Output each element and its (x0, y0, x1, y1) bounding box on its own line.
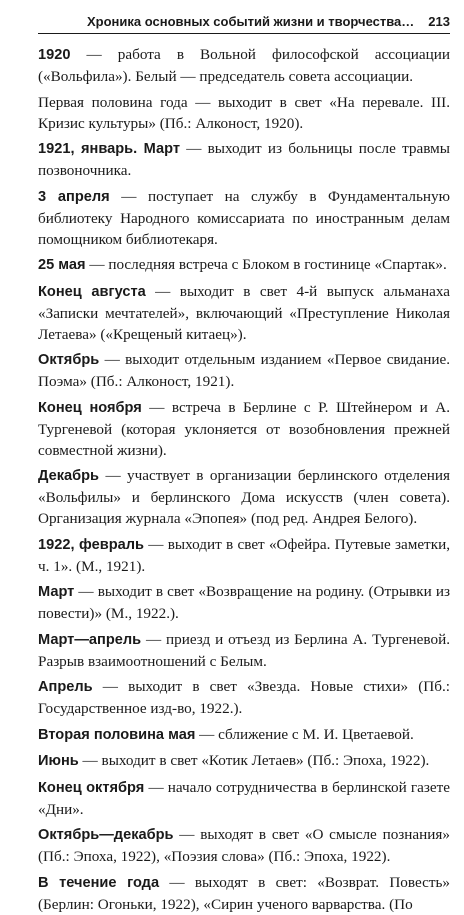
entry-text: — участвует в организации берлинского отделения «Вольфилы» и берлинского Дома искусств (член совета). Организация журнала «Эпопея» (под ред. Андрея Белого). (38, 467, 450, 527)
entry-date: В течение года (38, 874, 160, 891)
chronicle-entry (38, 872, 450, 915)
entry-date: Октябрь (38, 352, 100, 368)
entry-date: Конец октября (38, 779, 145, 796)
entry-text: — последняя встреча с Блоком в гостинице «Спартак». (85, 256, 447, 273)
entry-text: — начало сотрудничества в берлинской газете «Дни». (38, 778, 450, 818)
entry-text: — работа в Вольной философской ассоциации («Вольфила»). Белый — председатель совета ассоциации. (38, 46, 450, 85)
entry-date: Апрель (38, 679, 93, 695)
entry-date: Октябрь—декабрь (38, 827, 174, 843)
entry-date: Март—апрель (38, 631, 142, 648)
chronicle-entry (38, 581, 450, 624)
entry-date: 25 мая (38, 257, 86, 273)
running-header (38, 14, 450, 34)
running-header-title: Хроника основных событий жизни и творчества… (86, 14, 415, 29)
chronicle-entry (38, 44, 450, 87)
entry-date: Конец ноября (38, 399, 142, 416)
entry-date: 1922, февраль (38, 536, 144, 553)
chronicle-entry (38, 138, 450, 181)
chronicle-entry (38, 92, 450, 134)
entry-text: — выходит в свет «Возвращение на родину. (Отрывки из повести)» (М., 1922.). (38, 583, 450, 622)
chronicle-entry (38, 281, 450, 345)
entry-text: — поступает на службу в Фундаментальную библиотеку Народного комиссариата по иностранным делам помощником библиотекаря. (38, 187, 450, 248)
entry-text: — выходят в свет: «Возврат. Повесть» (Берлин: Огоньки, 1922), «Сирин ученого варварства. (По (38, 873, 450, 913)
chronicle-entry (38, 676, 450, 719)
entry-date: 3 апреля (38, 188, 110, 205)
chronicle-entry (38, 254, 450, 276)
entry-date: Декабрь (38, 468, 100, 484)
entry-text: — выходит в свет «Офейра. Путевые заметки, ч. 1». (М., 1921). (38, 535, 451, 575)
chronicle-entry (38, 750, 450, 772)
chronicle-entry (38, 397, 450, 461)
chronicle-entry (38, 824, 450, 867)
chronicle-entry (38, 186, 450, 250)
entry-date: Конец августа (38, 283, 146, 300)
entry-date: Июнь (38, 753, 79, 769)
chronicle-entry (38, 534, 450, 577)
chronicle-entry (38, 724, 450, 746)
entry-date: 1921, январь. Март (38, 141, 180, 157)
chronicle-entry (38, 629, 450, 672)
page-number: 213 (428, 14, 450, 29)
entry-text: — выходит в свет 4-й выпуск альманаха «Записки мечтателей», включающий «Преступление Николая Летаева» («Крещеный китаец»). (38, 282, 450, 343)
entry-text: Первая половина года — выходит в свет «На перевале. III. Кризис культуры» (Пб.: Алконост, 1920). (38, 93, 450, 132)
entry-date: Вторая половина мая (38, 726, 196, 743)
entry-text: — приезд и отъезд из Берлина А. Тургеневой. Разрыв взаимоотношений с Белым. (38, 630, 450, 670)
chronicle-entry (38, 349, 450, 392)
chronicle-text (38, 44, 450, 915)
entry-text: — сближение с М. И. Цветаевой. (195, 725, 414, 743)
entry-date: 1920 (38, 47, 71, 63)
entry-text: — встреча в Берлине с Р. Штейнером и А. Тургеневой (которая уклоняется от возобновления прежней совместной жизни). (38, 398, 450, 459)
entry-text: — выходят в свет «О смысле познания» (Пб.: Эпоха, 1922), «Поэзия слова» (Пб.: Эпоха, 1922). (38, 826, 450, 865)
entry-text: — выходит из больницы после травмы позвоночника. (38, 140, 450, 179)
chronicle-entry (38, 465, 450, 529)
entry-date: Март (38, 584, 75, 600)
entry-text: — выходит в свет «Котик Летаев» (Пб.: Эпоха, 1922). (78, 752, 430, 769)
chronicle-entry (38, 777, 450, 820)
entry-text: — выходит отдельным изданием «Первое свидание. Поэма» (Пб.: Алконост, 1921). (38, 351, 450, 390)
entry-text: — выходит в свет «Звезда. Новые стихи» (Пб.: Государственное изд-во, 1922.). (38, 678, 450, 717)
